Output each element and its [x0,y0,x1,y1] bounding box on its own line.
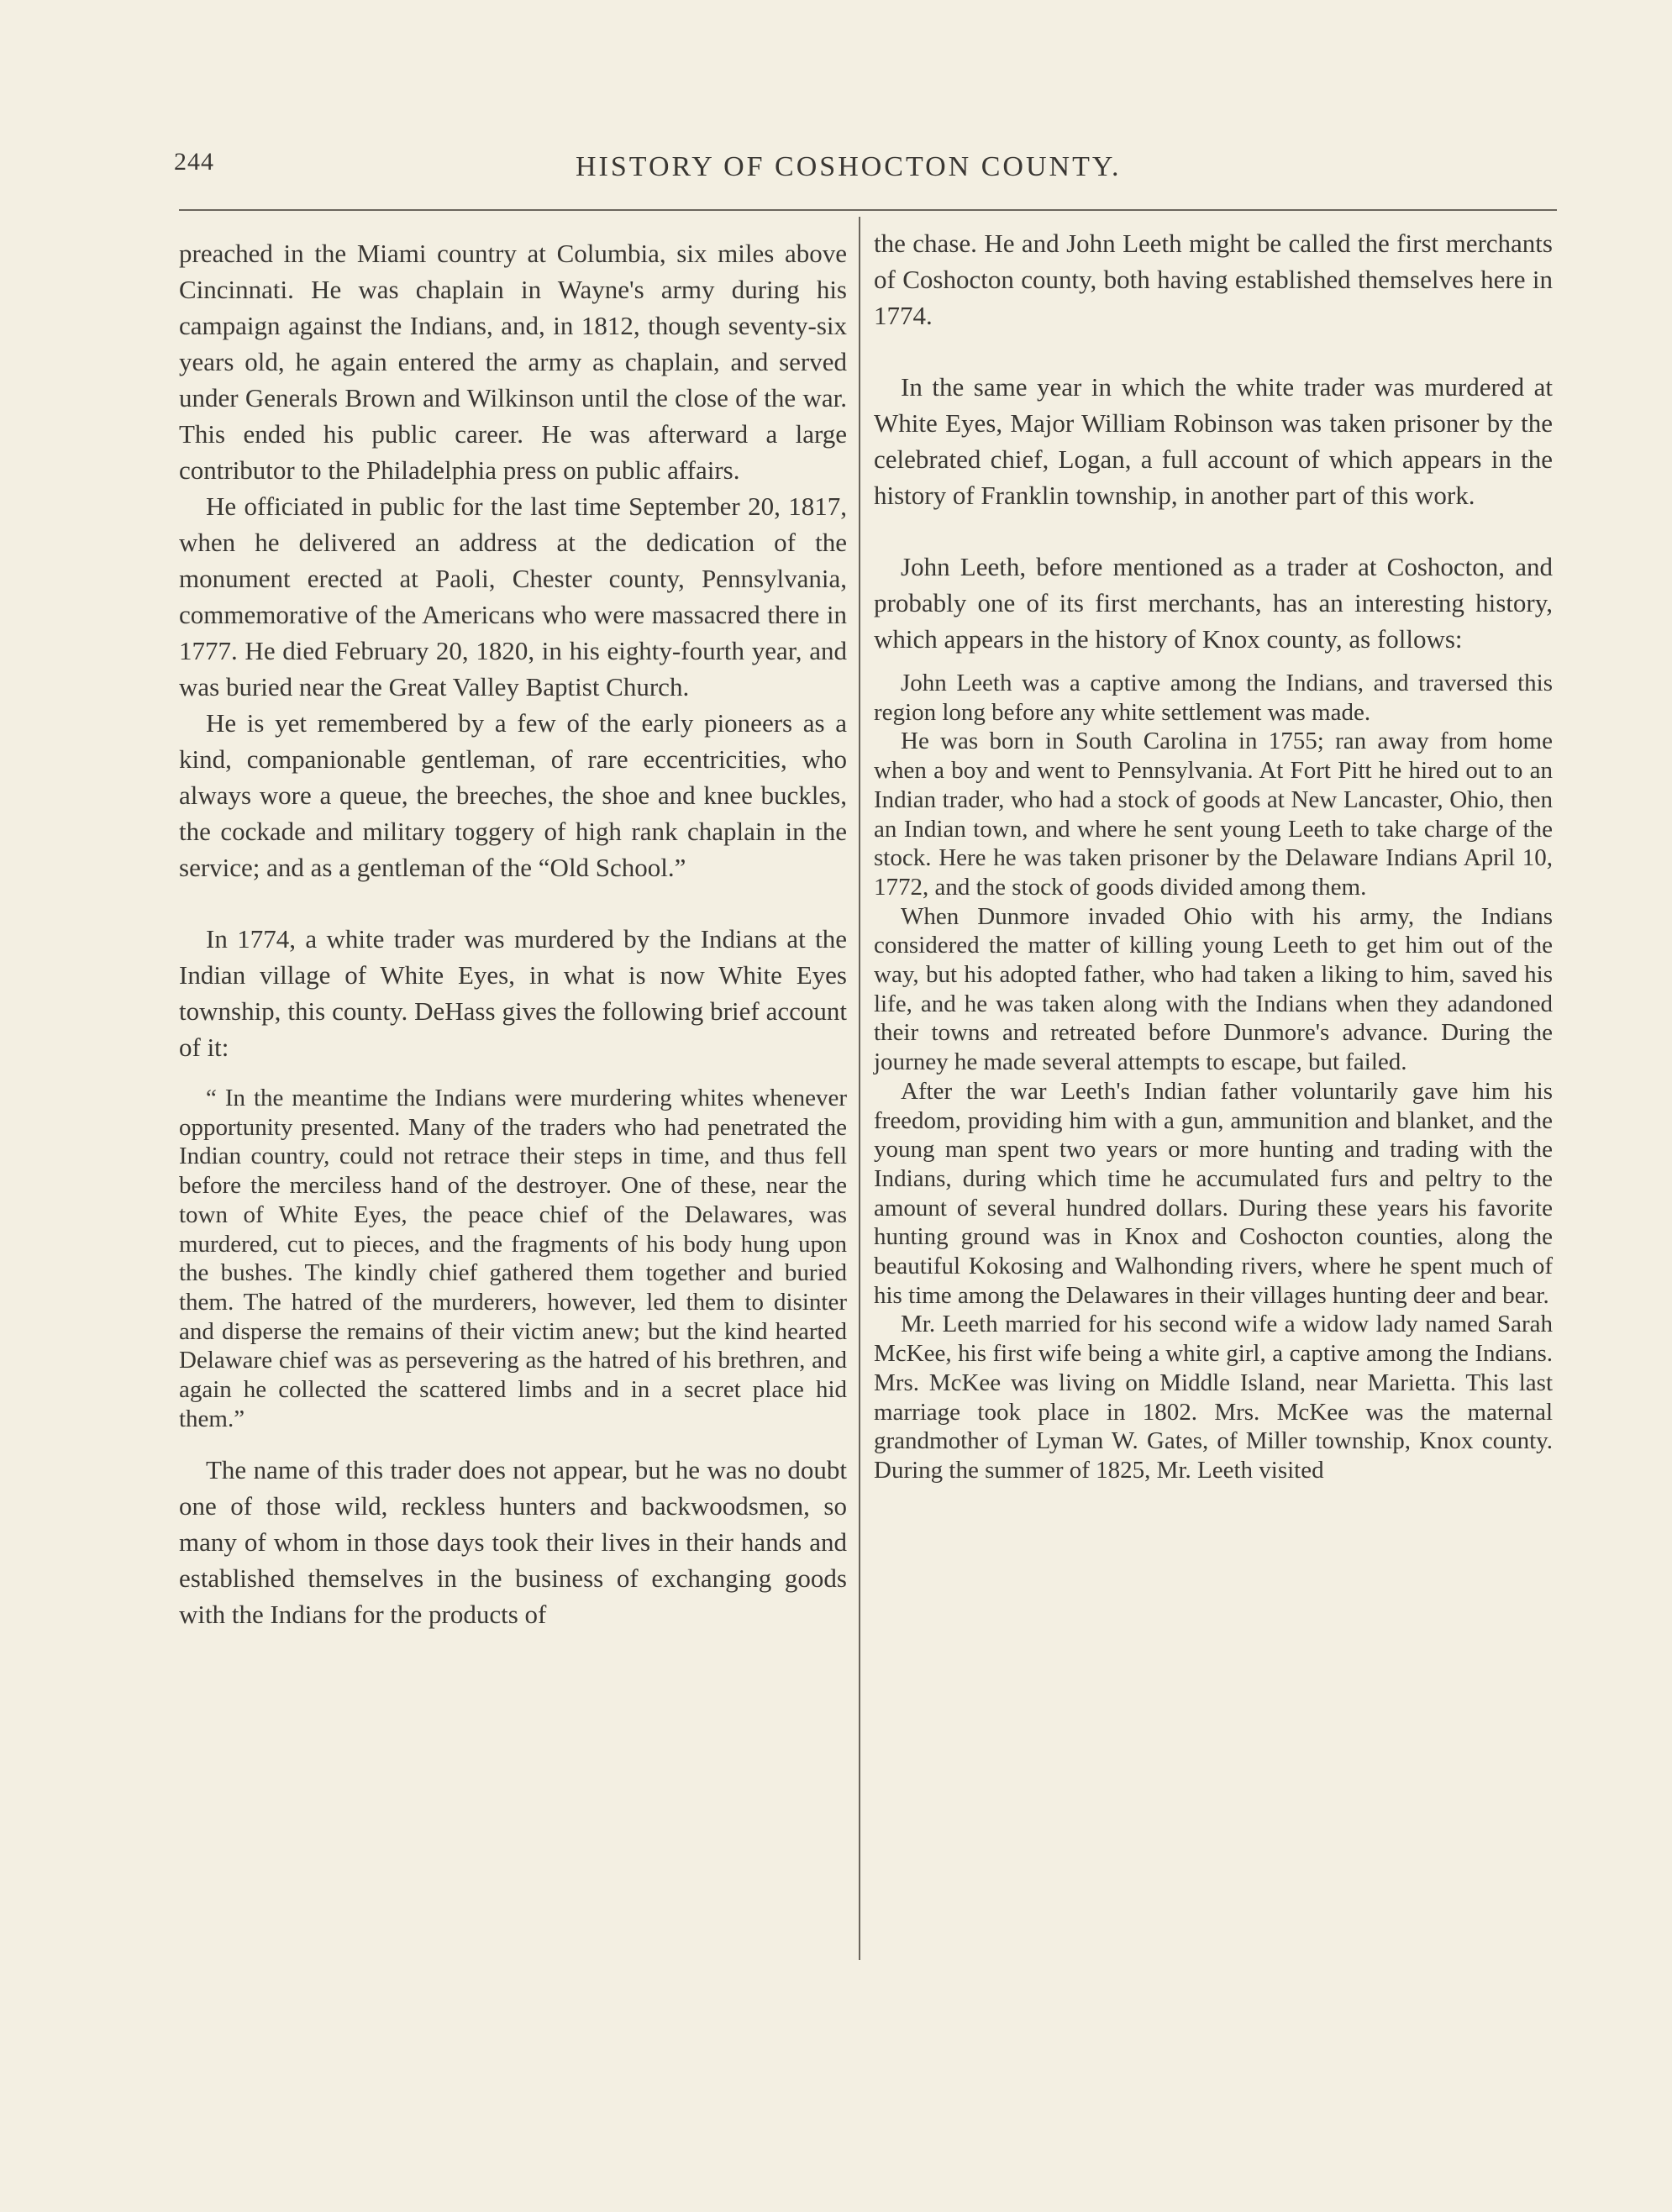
paragraph: the chase. He and John Leeth might be called the first merchants of Coshocton county, both having established themselves here in 1774. [874,229,1553,330]
quoted-passage: When Dunmore invaded Ohio with his army, the Indians considered the matter of killing young Leeth to get him out of the way, but his adopted father, who had taken a liking to him, saved his life, and he was taken along with the Indians when they adandoned their towns and retreated before Dunmore's advance. During the journey he made several attempts to escape, but failed. [874,902,1553,1076]
left-column [179,235,847,1632]
page-number: 244 [174,148,214,176]
page-header [0,148,1672,188]
column-divider [859,217,860,1960]
paragraph: In 1774, a white trader was murdered by the Indians at the Indian village of White Eyes, in what is now White Eyes township, this county. DeHass gives the following brief account of it: [179,924,847,1062]
quoted-passage: John Leeth was a captive among the Indians, and traversed this region long before any white settlement was made. [874,670,1553,726]
quoted-passage: Mr. Leeth married for his second wife a widow lady named Sarah McKee, his first wife being a white girl, a captive among the Indians. Mrs. McKee was living on Middle Island, near Marietta. This last marriage took place in 1802. Mrs. McKee was the maternal grandmother of Lyman W. Gates, of Miller township, Knox county. During the summer of 1825, Mr. Leeth visited [874,1311,1553,1484]
header-rule [179,209,1557,211]
paragraph: John Leeth, before mentioned as a trader at Coshocton, and probably one of its first merchants, has an interesting history, which appears in the history of Knox county, as follows: [874,552,1553,654]
paragraph: In the same year in which the white trader was murdered at White Eyes, Major William Robinson was taken prisoner by the celebrated chief, Logan, a full account of which appears in the history of Franklin township, in another part of this work. [874,372,1553,510]
paragraph: He officiated in public for the last time September 20, 1817, when he delivered an address at the dedication of the monument erected at Paoli, Chester county, Pennsylvania, commemorative of the Americans who were massacred there in 1777. He died February 20, 1820, in his eighty-fourth year, and was buried near the Great Valley Baptist Church. [179,491,847,701]
running-title: HISTORY OF COSHOCTON COUNTY. [576,151,1122,182]
right-column [874,225,1553,1485]
quoted-passage: “ In the meantime the Indians were murdering whites whenever opportunity presented. Many of the traders who had penetrated the Indian country, could not retrace their steps in time, and thus fell before the merciless hand of the destroyer. One of these, near the town of White Eyes, the peace chief of the Delawares, was murdered, cut to pieces, and the fragments of his body hung upon the bushes. The kindly chief gathered them together and buried them. The hatred of the murderers, however, led them to disinter and disperse the remains of their victim anew; but the kind hearted Delaware chief was as persevering as the hatred of his brethren, and again he collected the scattered limbs and in a secret place hid them.” [179,1085,847,1432]
quoted-passage: After the war Leeth's Indian father voluntarily gave him his freedom, providing him with a gun, ammunition and blanket, and the young man spent two years or more hunting and trading with the Indians, during which time he accumulated furs and peltry to the amount of several hundred dollars. During these years his favorite hunting ground was in Knox and Coshocton counties, along the beautiful Kokosing and Walhonding rivers, where he spent much of his time among the Delawares in their villages hunting deer and bear. [874,1077,1553,1309]
paragraph: He is yet remembered by a few of the early pioneers as a kind, companionable gentleman, of rare eccentricities, who always wore a queue, the breeches, the shoe and knee buckles, the cockade and military toggery of high rank chaplain in the service; and as a gentleman of the “Old School.” [179,708,847,882]
quoted-passage: He was born in South Carolina in 1755; ran away from home when a boy and went to Pennsylvania. At Fort Pitt he hired out to an Indian trader, who had a stock of goods at New Lancaster, Ohio, then an Indian town, and where he sent young Leeth to take charge of the stock. Here he was taken prisoner by the Delaware Indians April 10, 1772, and the stock of goods divided among them. [874,728,1553,901]
paragraph: preached in the Miami country at Columbia, six miles above Cincinnati. He was chaplain in Wayne's army during his campaign against the Indians, and, in 1812, though seventy-six years old, he again entered the army as chaplain, and served under Generals Brown and Wilkinson until the close of the war. This ended his public career. He was afterward a large contributor to the Philadelphia press on public affairs. [179,239,847,485]
paragraph: The name of this trader does not appear, but he was no doubt one of those wild, reckless hunters and backwoodsmen, so many of whom in those days took their lives in their hands and established themselves in the business of exchanging goods with the Indians for the products of [179,1455,847,1630]
